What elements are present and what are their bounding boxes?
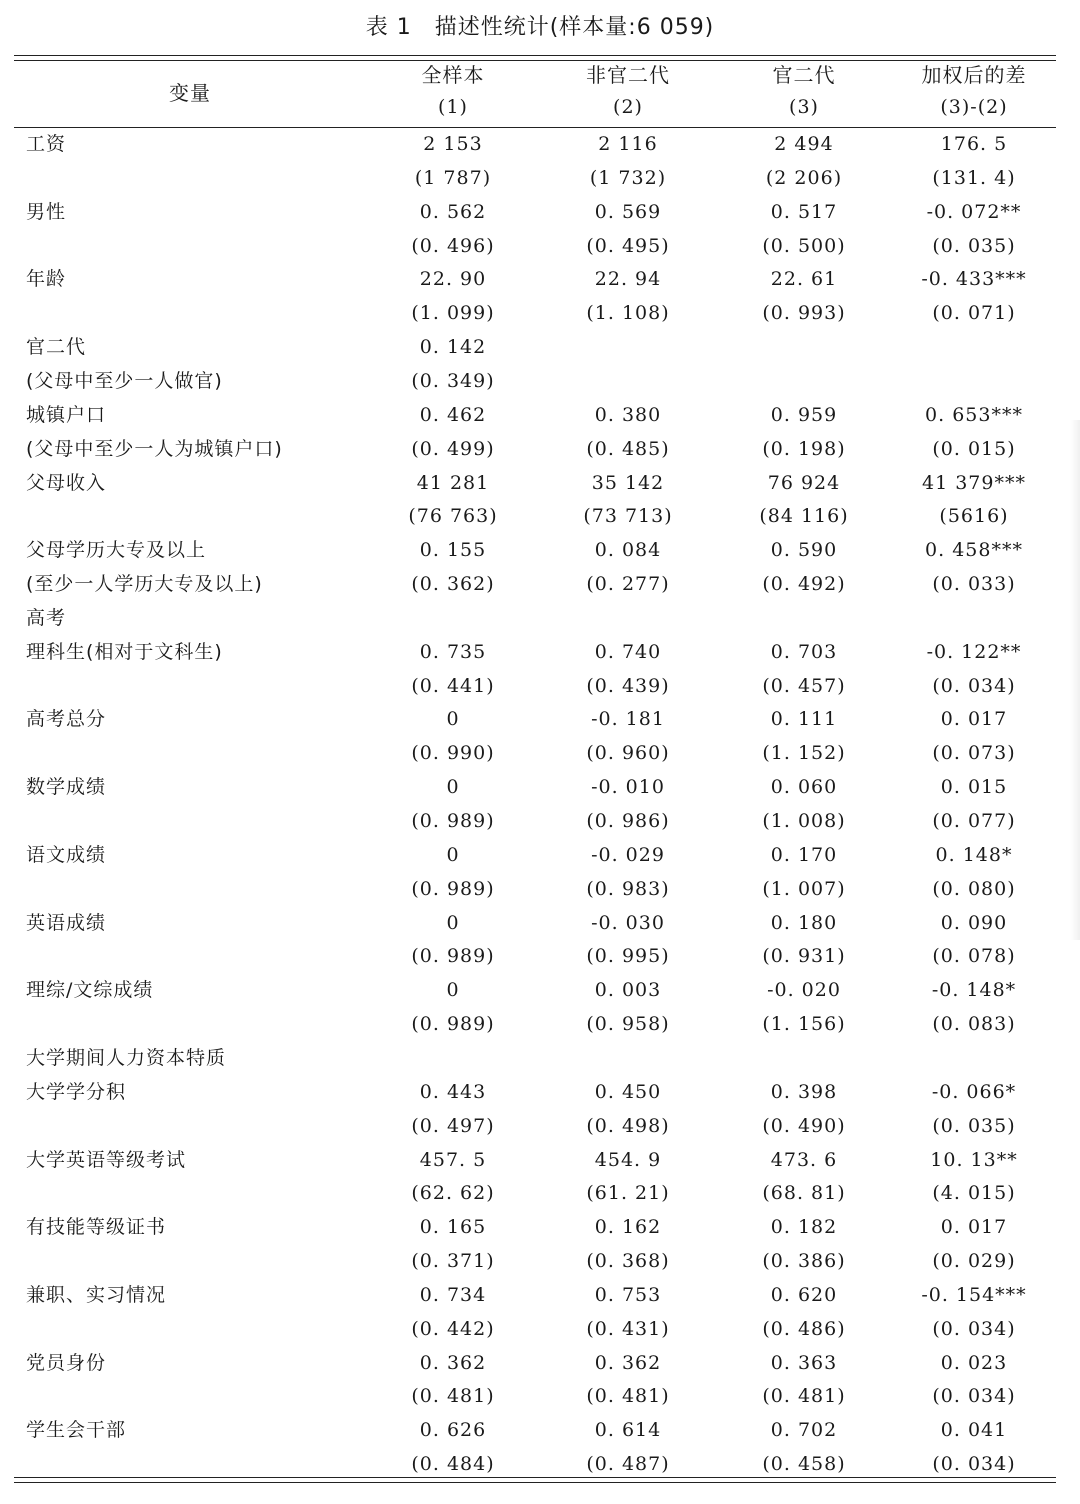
table-cell: 22. 61 bbox=[770, 268, 838, 290]
table-cell: 0. 142 bbox=[419, 336, 487, 358]
col-header-weighted-diff: 加权后的差 bbox=[921, 63, 1027, 87]
table-cell: (0. 497) bbox=[411, 1115, 495, 1137]
table-cell: (0. 990) bbox=[411, 742, 495, 764]
table-cell: -0. 010 bbox=[591, 776, 665, 798]
table-cell: 0. 450 bbox=[594, 1081, 662, 1103]
table-cell: (0. 080) bbox=[932, 878, 1016, 900]
table-cell: 473. 6 bbox=[770, 1149, 838, 1171]
table-cell: 0 bbox=[446, 912, 460, 934]
row-label: 理综/文综成绩 bbox=[26, 979, 154, 1001]
table-cell: (76 763) bbox=[408, 505, 498, 527]
row-label: 理科生(相对于文科生) bbox=[26, 641, 223, 663]
table-cell: 41 379*** bbox=[922, 472, 1026, 494]
table-cell: 176. 5 bbox=[940, 133, 1008, 155]
table-cell: 0. 735 bbox=[419, 641, 487, 663]
table-title: 表 1 描述性统计(样本量:6 059) bbox=[365, 15, 715, 40]
table-cell: (0. 499) bbox=[411, 438, 495, 460]
col-header-official: 官二代 bbox=[772, 63, 836, 87]
table-cell: (0. 029) bbox=[932, 1250, 1016, 1272]
col-number-3: (3) bbox=[789, 96, 819, 118]
table-cell: 0. 165 bbox=[419, 1216, 487, 1238]
table-cell: (0. 077) bbox=[932, 810, 1016, 832]
table-cell: (0. 989) bbox=[411, 945, 495, 967]
table-cell: (0. 035) bbox=[932, 235, 1016, 257]
table-cell: (0. 960) bbox=[586, 742, 670, 764]
table-cell: 0. 111 bbox=[770, 708, 838, 730]
table-cell: (0. 442) bbox=[411, 1318, 495, 1340]
table-cell: -0. 433*** bbox=[921, 268, 1027, 290]
table-cell bbox=[889, 1043, 1059, 1073]
table-cell: 0. 458*** bbox=[925, 539, 1023, 561]
table-cell: (0. 492) bbox=[762, 573, 846, 595]
table-cell bbox=[719, 1043, 889, 1073]
row-label: 有技能等级证书 bbox=[26, 1216, 167, 1238]
table-cell: (0. 495) bbox=[586, 235, 670, 257]
table-cell: -0. 122** bbox=[926, 641, 1022, 663]
table-cell: (1. 099) bbox=[411, 302, 495, 324]
table-cell: (1. 152) bbox=[762, 742, 846, 764]
table-cell bbox=[719, 603, 889, 633]
row-label: 城镇户口 bbox=[26, 404, 107, 426]
table-cell: (0. 958) bbox=[586, 1013, 670, 1035]
table-cell bbox=[889, 366, 1059, 396]
table-cell: (0. 015) bbox=[932, 438, 1016, 460]
table-cell: (1. 108) bbox=[586, 302, 670, 324]
table-cell: 0. 734 bbox=[419, 1284, 487, 1306]
table-cell: 0. 155 bbox=[419, 539, 487, 561]
table-cell bbox=[889, 332, 1059, 362]
table-cell: (0. 033) bbox=[932, 573, 1016, 595]
table-cell: (0. 034) bbox=[932, 675, 1016, 697]
table-cell: (0. 986) bbox=[586, 810, 670, 832]
table-cell: (0. 362) bbox=[411, 573, 495, 595]
table-cell: 0. 023 bbox=[940, 1352, 1008, 1374]
table-cell: (0. 490) bbox=[762, 1115, 846, 1137]
table-cell: (5616) bbox=[939, 505, 1009, 527]
table-cell: 0. 462 bbox=[419, 404, 487, 426]
table-cell: 0. 590 bbox=[770, 539, 838, 561]
table-cell: 0. 653*** bbox=[925, 404, 1023, 426]
table-cell: (1. 007) bbox=[762, 878, 846, 900]
table-cell: (0. 993) bbox=[762, 302, 846, 324]
col-header-full-sample: 全样本 bbox=[421, 63, 485, 87]
table-cell: 0. 148* bbox=[935, 844, 1013, 866]
table-cell: 0. 090 bbox=[940, 912, 1008, 934]
row-label: 父母学历大专及以上 bbox=[26, 539, 207, 561]
table-cell: 0. 015 bbox=[940, 776, 1008, 798]
table-cell: (0. 485) bbox=[586, 438, 670, 460]
table-cell: 0. 959 bbox=[770, 404, 838, 426]
page-edge-shadow bbox=[1070, 420, 1080, 940]
table-cell: -0. 181 bbox=[591, 708, 665, 730]
table-cell: (131. 4) bbox=[932, 167, 1016, 189]
table-cell: (68. 81) bbox=[762, 1182, 846, 1204]
table-cell: (0. 496) bbox=[411, 235, 495, 257]
col-number-1: (1) bbox=[438, 96, 468, 118]
table-cell: 0. 614 bbox=[594, 1419, 662, 1441]
table-cell: (0. 371) bbox=[411, 1250, 495, 1272]
table-cell: 0. 443 bbox=[419, 1081, 487, 1103]
table-cell: 0. 562 bbox=[419, 201, 487, 223]
table-cell: 0. 003 bbox=[594, 979, 662, 1001]
table-cell: -0. 148* bbox=[931, 979, 1017, 1001]
row-label: 父母收入 bbox=[26, 472, 107, 494]
table-cell bbox=[719, 366, 889, 396]
variable-header: 变量 bbox=[169, 81, 211, 105]
row-label: 大学学分积 bbox=[26, 1081, 127, 1103]
table-cell: (0. 498) bbox=[586, 1115, 670, 1137]
table-cell: 457. 5 bbox=[419, 1149, 487, 1171]
table-cell: 0. 170 bbox=[770, 844, 838, 866]
table-cell: (0. 198) bbox=[762, 438, 846, 460]
row-label: 数学成绩 bbox=[26, 776, 107, 798]
table-cell: 0. 060 bbox=[770, 776, 838, 798]
table-cell: (0. 481) bbox=[411, 1385, 495, 1407]
row-label: (至少一人学历大专及以上) bbox=[26, 573, 263, 595]
table-cell: (0. 034) bbox=[932, 1385, 1016, 1407]
table-cell: (0. 078) bbox=[932, 945, 1016, 967]
table-cell: 10. 13** bbox=[930, 1149, 1018, 1171]
row-label: 年龄 bbox=[26, 268, 67, 290]
table-cell: (0. 989) bbox=[411, 810, 495, 832]
table-cell: (0. 989) bbox=[411, 878, 495, 900]
table-cell: (84 116) bbox=[759, 505, 849, 527]
bottom-rule-2 bbox=[14, 1482, 1056, 1483]
row-label: 男性 bbox=[26, 201, 67, 223]
table-cell: (0. 386) bbox=[762, 1250, 846, 1272]
table-cell: (0. 083) bbox=[932, 1013, 1016, 1035]
table-cell: (0. 035) bbox=[932, 1115, 1016, 1137]
table-cell: 0. 041 bbox=[940, 1419, 1008, 1441]
row-label: 大学期间人力资本特质 bbox=[26, 1047, 227, 1069]
table-cell: 0. 740 bbox=[594, 641, 662, 663]
table-cell: 2 153 bbox=[423, 133, 483, 155]
table-cell: 0 bbox=[446, 708, 460, 730]
table-cell: 0 bbox=[446, 844, 460, 866]
row-label: 英语成绩 bbox=[26, 912, 107, 934]
row-label: 官二代 bbox=[26, 336, 87, 358]
col-number-4: (3)-(2) bbox=[940, 96, 1008, 118]
table-cell bbox=[889, 603, 1059, 633]
table-cell: (62. 62) bbox=[411, 1182, 495, 1204]
table-cell: 41 281 bbox=[416, 472, 490, 494]
table-cell: -0. 030 bbox=[591, 912, 665, 934]
row-label: (父母中至少一人做官) bbox=[26, 370, 223, 392]
table-cell bbox=[368, 603, 538, 633]
table-cell: (0. 484) bbox=[411, 1453, 495, 1475]
table-cell: 0. 182 bbox=[770, 1216, 838, 1238]
table-cell: (0. 349) bbox=[411, 370, 495, 392]
table-cell: 0. 517 bbox=[770, 201, 838, 223]
table-cell: (2 206) bbox=[765, 167, 843, 189]
table-cell: (1. 008) bbox=[762, 810, 846, 832]
table-cell: 0. 017 bbox=[940, 708, 1008, 730]
table-cell: 0. 180 bbox=[770, 912, 838, 934]
table-cell: (0. 931) bbox=[762, 945, 846, 967]
table-cell: 0. 162 bbox=[594, 1216, 662, 1238]
table-cell: (0. 457) bbox=[762, 675, 846, 697]
table-cell: (0. 034) bbox=[932, 1318, 1016, 1340]
table-cell: (61. 21) bbox=[586, 1182, 670, 1204]
table-cell: 0. 398 bbox=[770, 1081, 838, 1103]
table-cell: (0. 487) bbox=[586, 1453, 670, 1475]
table-cell: 22. 90 bbox=[419, 268, 487, 290]
table-cell: 0. 362 bbox=[594, 1352, 662, 1374]
table-cell: 454. 9 bbox=[594, 1149, 662, 1171]
table-cell: (1. 156) bbox=[762, 1013, 846, 1035]
table-cell: -0. 066* bbox=[931, 1081, 1017, 1103]
table-cell: 2 116 bbox=[598, 133, 658, 155]
table-cell: (0. 441) bbox=[411, 675, 495, 697]
table-cell bbox=[719, 332, 889, 362]
table-cell: 0. 753 bbox=[594, 1284, 662, 1306]
row-label: 大学英语等级考试 bbox=[26, 1149, 187, 1171]
table-cell: -0. 154*** bbox=[921, 1284, 1027, 1306]
table-cell: (0. 995) bbox=[586, 945, 670, 967]
table-cell: -0. 020 bbox=[767, 979, 841, 1001]
table-cell: (0. 500) bbox=[762, 235, 846, 257]
col-header-non-official: 非官二代 bbox=[586, 63, 670, 87]
table-cell: (0. 458) bbox=[762, 1453, 846, 1475]
table-cell: (1 787) bbox=[414, 167, 492, 189]
table-cell bbox=[543, 332, 713, 362]
row-label: 语文成绩 bbox=[26, 844, 107, 866]
row-label: 党员身份 bbox=[26, 1352, 107, 1374]
table-cell: 0. 084 bbox=[594, 539, 662, 561]
row-label: 高考总分 bbox=[26, 708, 107, 730]
table-cell: (0. 481) bbox=[586, 1385, 670, 1407]
table-cell: 0. 620 bbox=[770, 1284, 838, 1306]
table-cell: (0. 983) bbox=[586, 878, 670, 900]
table-cell: (0. 486) bbox=[762, 1318, 846, 1340]
table-cell: -0. 072** bbox=[926, 201, 1022, 223]
table-cell bbox=[368, 1043, 538, 1073]
table-cell bbox=[543, 366, 713, 396]
row-label: 兼职、实习情况 bbox=[26, 1284, 167, 1306]
table-cell: 0. 380 bbox=[594, 404, 662, 426]
row-label: (父母中至少一人为城镇户口) bbox=[26, 438, 283, 460]
table-cell: 0. 569 bbox=[594, 201, 662, 223]
table-cell: (0. 439) bbox=[586, 675, 670, 697]
table-cell: 0. 017 bbox=[940, 1216, 1008, 1238]
table-cell: 0. 703 bbox=[770, 641, 838, 663]
table-cell: -0. 029 bbox=[591, 844, 665, 866]
table-cell: 0 bbox=[446, 979, 460, 1001]
table-cell: (0. 277) bbox=[586, 573, 670, 595]
col-number-2: (2) bbox=[613, 96, 643, 118]
top-rule-1 bbox=[14, 55, 1056, 56]
table-cell: (1 732) bbox=[589, 167, 667, 189]
table-cell: (0. 034) bbox=[932, 1453, 1016, 1475]
table-cell: 35 142 bbox=[591, 472, 665, 494]
row-label: 工资 bbox=[26, 133, 67, 155]
header-rule bbox=[14, 127, 1056, 128]
table-cell: 76 924 bbox=[767, 472, 841, 494]
table-cell: 0 bbox=[446, 776, 460, 798]
row-label: 高考 bbox=[26, 607, 67, 629]
table-cell: (0. 431) bbox=[586, 1318, 670, 1340]
table-cell: 0. 626 bbox=[419, 1419, 487, 1441]
row-label: 学生会干部 bbox=[26, 1419, 127, 1441]
table-cell: (0. 989) bbox=[411, 1013, 495, 1035]
table-cell: (0. 368) bbox=[586, 1250, 670, 1272]
table-cell: (0. 073) bbox=[932, 742, 1016, 764]
table-cell bbox=[543, 603, 713, 633]
bottom-rule-1 bbox=[14, 1477, 1056, 1478]
table-cell: 0. 702 bbox=[770, 1419, 838, 1441]
table-cell: 0. 363 bbox=[770, 1352, 838, 1374]
table-cell: 2 494 bbox=[774, 133, 834, 155]
table-cell: (0. 071) bbox=[932, 302, 1016, 324]
table-cell: 22. 94 bbox=[594, 268, 662, 290]
table-cell: (4. 015) bbox=[932, 1182, 1016, 1204]
table-cell: (0. 481) bbox=[762, 1385, 846, 1407]
table-cell: 0. 362 bbox=[419, 1352, 487, 1374]
table-cell: (73 713) bbox=[583, 505, 673, 527]
table-cell bbox=[543, 1043, 713, 1073]
